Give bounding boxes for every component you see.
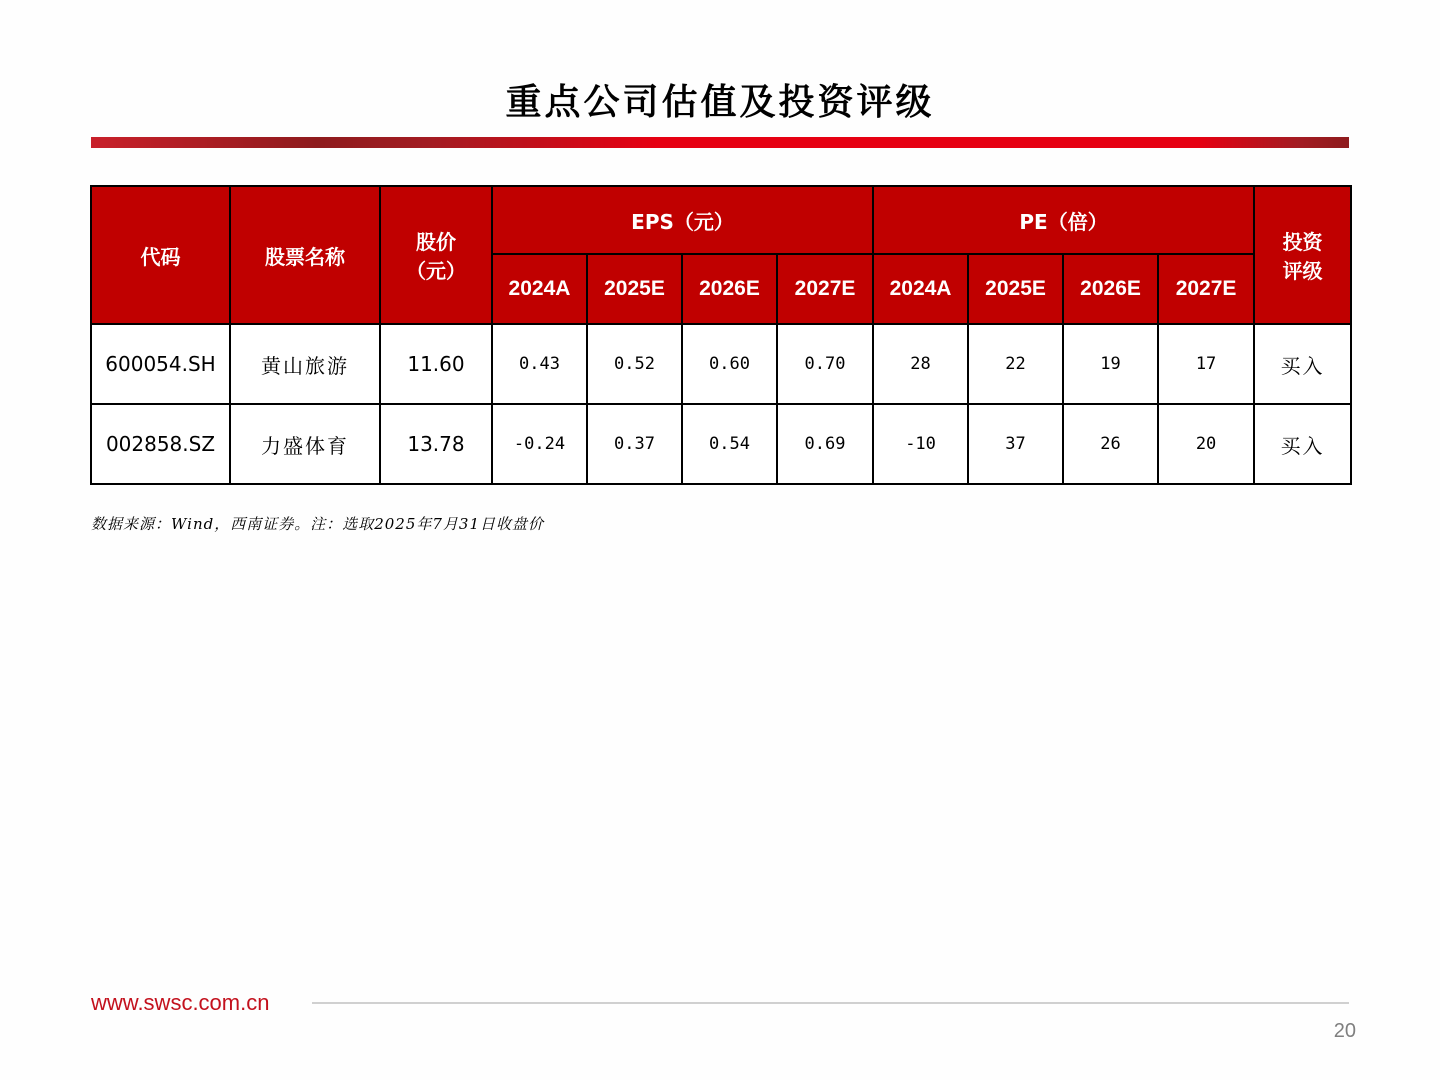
eps-value: 0.43 [492, 324, 587, 404]
source-note: 数据来源：Wind，西南证券。注：选取2025年7月31日收盘价 [91, 515, 545, 533]
header-pe: PE（倍） [873, 186, 1254, 254]
eps-value: -0.24 [492, 404, 587, 484]
header-code: 代码 [91, 186, 230, 324]
header-price-line2: （元） [406, 259, 466, 283]
header-stock-name: 股票名称 [230, 186, 380, 324]
eps-value: 0.60 [682, 324, 777, 404]
stock-code: 600054.SH [91, 324, 230, 404]
eps-value: 0.69 [777, 404, 873, 484]
eps-value: 0.37 [587, 404, 682, 484]
investment-rating: 买入 [1254, 324, 1351, 404]
stock-code: 002858.SZ [91, 404, 230, 484]
eps-value: 0.52 [587, 324, 682, 404]
header-pe-year: 2025E [968, 254, 1063, 324]
header-eps-year: 2025E [587, 254, 682, 324]
pe-value: 28 [873, 324, 968, 404]
investment-rating: 买入 [1254, 404, 1351, 484]
pe-value: 20 [1158, 404, 1254, 484]
header-pe-year: 2026E [1063, 254, 1158, 324]
stock-price: 11.60 [380, 324, 492, 404]
page-number: 20 [1333, 1020, 1356, 1042]
pe-value: 17 [1158, 324, 1254, 404]
pe-value: 22 [968, 324, 1063, 404]
header-pe-year: 2024A [873, 254, 968, 324]
pe-value: -10 [873, 404, 968, 484]
valuation-table [90, 185, 1352, 485]
page-title: 重点公司估值及投资评级 [505, 81, 935, 123]
pe-value: 19 [1063, 324, 1158, 404]
header-rating [1254, 186, 1351, 324]
header-price-line1: 股价 [416, 230, 456, 254]
stock-name: 力盛体育 [230, 404, 380, 484]
header-eps: EPS（元） [492, 186, 873, 254]
title-divider-bar [91, 137, 1349, 148]
pe-value: 26 [1063, 404, 1158, 484]
footer-divider [312, 1002, 1349, 1004]
stock-name: 黄山旅游 [230, 324, 380, 404]
header-eps-year: 2026E [682, 254, 777, 324]
table-row [91, 324, 1351, 404]
eps-value: 0.70 [777, 324, 873, 404]
header-eps-year: 2027E [777, 254, 873, 324]
footer-url[interactable]: www.swsc.com.cn [91, 990, 270, 1015]
header-rating-line2: 评级 [1282, 259, 1323, 283]
header-pe-year: 2027E [1158, 254, 1254, 324]
header-eps-year: 2024A [492, 254, 587, 324]
header-price [380, 186, 492, 324]
eps-value: 0.54 [682, 404, 777, 484]
table-row [91, 404, 1351, 484]
header-rating-line1: 投资 [1282, 230, 1323, 254]
pe-value: 37 [968, 404, 1063, 484]
stock-price: 13.78 [380, 404, 492, 484]
